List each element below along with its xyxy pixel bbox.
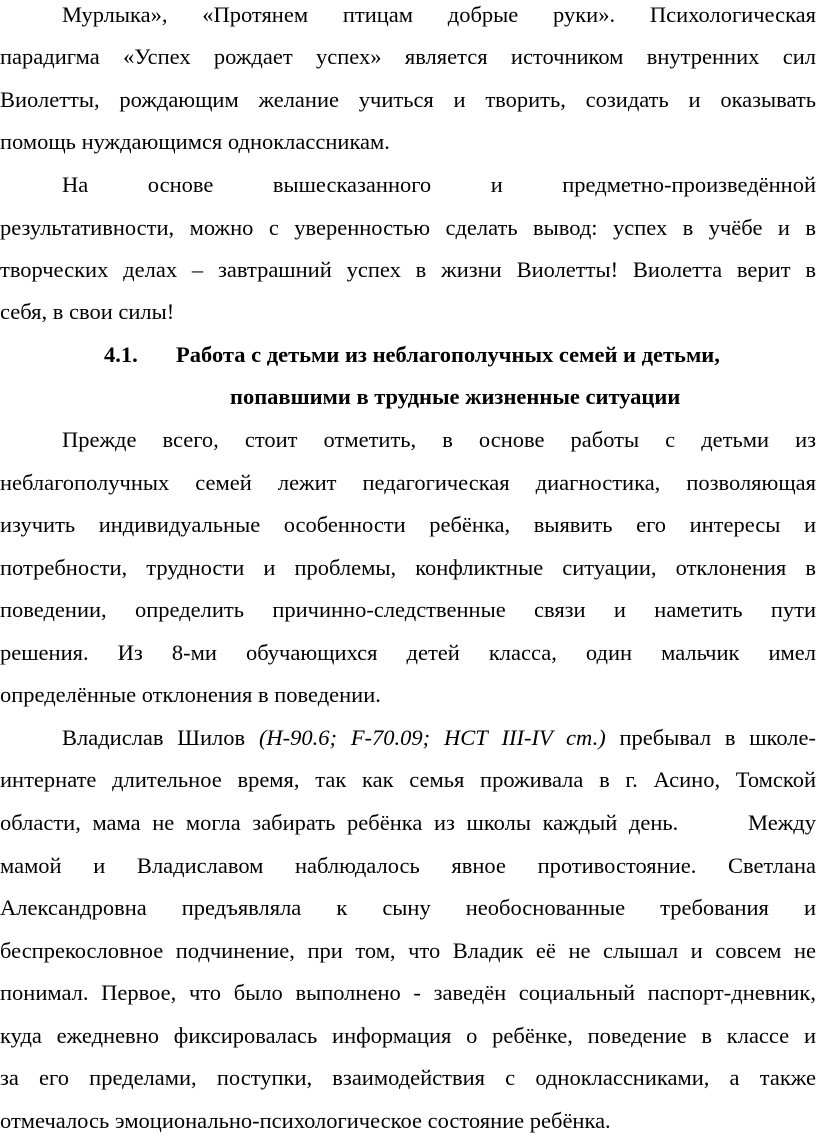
paragraph-line: определённые отклонения в поведении. xyxy=(0,682,381,707)
text-run: пребывал в школе- xyxy=(605,725,816,750)
paragraph-line: Александровна предъявляла к сыну необоснованные требования и xyxy=(0,895,816,920)
paragraph-line: потребности, трудности и проблемы, конфликтные ситуации, отклонения в xyxy=(0,555,816,580)
paragraph-line: результативности, можно с уверенностью сделать вывод: успех в учёбе и в xyxy=(0,215,816,240)
paragraph-line: На основе вышесказанного и предметно-произведённой xyxy=(62,172,816,197)
section-heading xyxy=(104,341,720,369)
paragraph-line: решения. Из 8-ми обучающихся детей класса, один мальчик имел xyxy=(0,640,816,665)
paragraph-line: творческих делах – завтрашний успех в жизни Виолетты! Виолетта верит в xyxy=(0,257,816,282)
paragraph-first-line xyxy=(62,724,816,752)
paragraph-line: за его пределами, поступки, взаимодействия с одноклассниками, а также xyxy=(0,1065,816,1090)
paragraph-line: понимал. Первое, что было выполнено - заведён социальный паспорт-дневник, xyxy=(0,980,816,1005)
paragraph-line: беспрекословное подчинение, при том, что Владик её не слышал и совсем не xyxy=(0,938,816,963)
paragraph-line: мамой и Владиславом наблюдалось явное противостояние. Светлана xyxy=(0,853,816,878)
section-number: 4.1. xyxy=(104,342,138,367)
paragraph-line: Прежде всего, стоит отметить, в основе работы с детьми из xyxy=(62,427,816,452)
paragraph-line: отмечалось эмоционально-психологическое состояние ребёнка. xyxy=(0,1108,611,1133)
paragraph-line: Виолетты, рождающим желание учиться и творить, созидать и оказывать xyxy=(0,87,816,112)
paragraph-line: неблагополучных семей лежит педагогическая диагностика, позволяющая xyxy=(0,470,816,495)
paragraph-line: изучить индивидуальные особенности ребёнка, выявить его интересы и xyxy=(0,512,816,537)
text-run: Владислав Шилов xyxy=(62,725,259,750)
paragraph-line: парадигма «Успех рождает успех» является источником внутренних сил xyxy=(0,44,816,69)
paragraph-line: поведении, определить причинно-следственные связи и наметить пути xyxy=(0,597,816,622)
paragraph-line: себя, в свои силы! xyxy=(0,299,175,324)
paragraph-line: помощь нуждающимся одноклассникам. xyxy=(0,129,390,154)
section-title-line-2: попавшими в трудные жизненные ситуации xyxy=(230,384,681,409)
section-title-line-1: Работа с детьми из неблагополучных семей и детьми, xyxy=(176,342,720,367)
paragraph-line: интернате длительное время, так как семья проживала в г. Асино, Томской xyxy=(0,767,816,792)
paragraph-line: области, мама не могла забирать ребёнка из школы каждый день. Между xyxy=(0,810,816,835)
paragraph-line: Мурлыка», «Протянем птицам добрые руки». Психологическая xyxy=(62,2,816,27)
paragraph-line: куда ежедневно фиксировалась информация о ребёнке, поведение в классе и xyxy=(0,1023,816,1048)
diagnosis-code: (Н-90.6; F-70.09; НСТ III-IV ст.) xyxy=(258,725,606,750)
